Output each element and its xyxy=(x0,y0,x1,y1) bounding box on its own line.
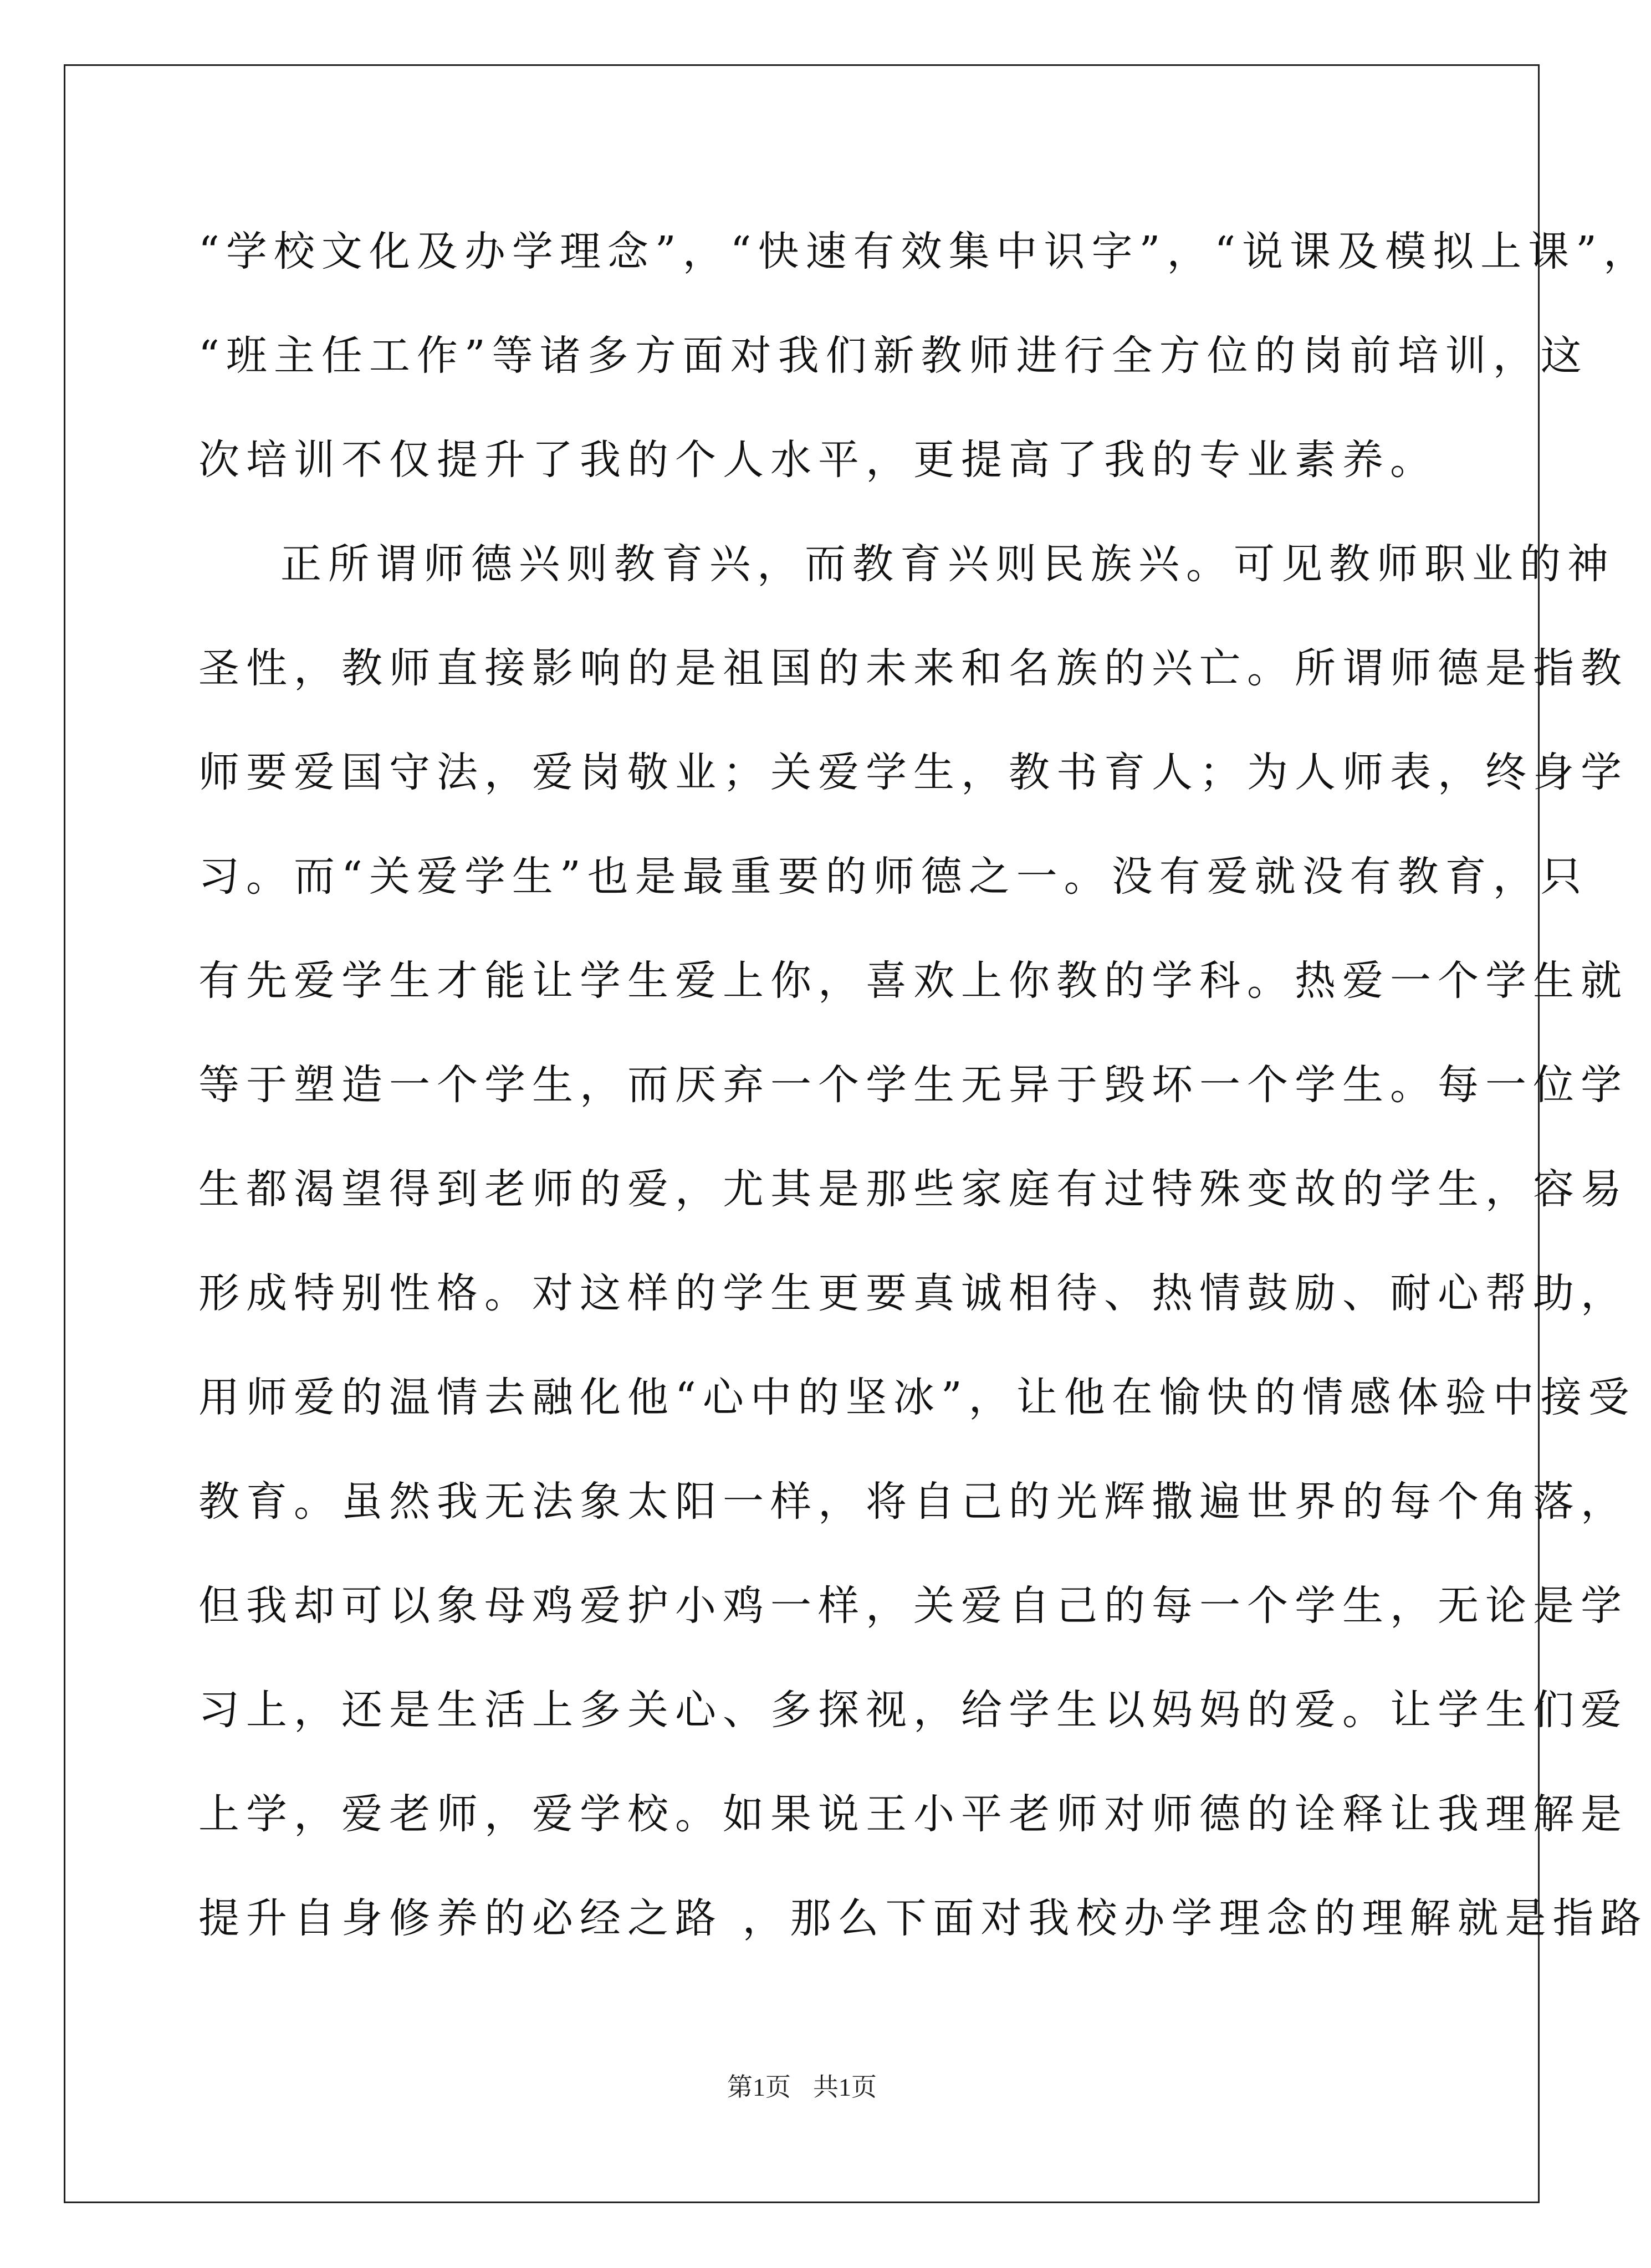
text-line: 生都渴望得到老师的爱，尤其是那些家庭有过特殊变故的学生，容易 xyxy=(198,1165,1628,1213)
page-number: 第1页 xyxy=(727,2073,791,2101)
text-line: 教育。虽然我无法象太阳一样，将自己的光辉撒遍世界的每个角落， xyxy=(198,1478,1628,1525)
text-line: 提升自身修养的必经之路 ，那么下面对我校办学理念的理解就是指路 xyxy=(198,1895,1648,1942)
text-line: 上学，爱老师，爱学校。如果说王小平老师对师德的诠释让我理解是 xyxy=(198,1790,1628,1838)
paragraph-first-line: 正所谓师德兴则教育兴，而教育兴则民族兴。可见教师职业的神 xyxy=(280,540,1615,588)
text-line: 等于塑造一个学生，而厌弃一个学生无异于毁坏一个学生。每一位学 xyxy=(198,1061,1628,1109)
text-line: 形成特别性格。对这样的学生更要真诚相待、热情鼓励、耐心帮助， xyxy=(198,1269,1628,1317)
text-line: 师要爱国守法，爱岗敬业；关爱学生，教书育人；为人师表，终身学 xyxy=(198,749,1628,796)
text-line: “班主任工作”等诸多方面对我们新教师进行全方位的岗前培训，这 xyxy=(198,332,1588,380)
text-line: 习。而“关爱学生”也是最重要的师德之一。没有爱就没有教育，只 xyxy=(198,853,1588,900)
text-line: 有先爱学生才能让学生爱上你，喜欢上你教的学科。热爱一个学生就 xyxy=(198,957,1628,1005)
text-line: 用师爱的温情去融化他“心中的坚冰”，让他在愉快的情感体验中接受 xyxy=(198,1374,1636,1421)
text-line: 习上，还是生活上多关心、多探视，给学生以妈妈的爱。让学生们爱 xyxy=(198,1686,1628,1734)
page-footer xyxy=(0,2067,1604,2103)
page-total: 共1页 xyxy=(813,2073,877,2101)
document-body xyxy=(198,199,1651,1970)
text-line: 但我却可以象母鸡爱护小鸡一样，关爱自己的每一个学生，无论是学 xyxy=(198,1582,1628,1630)
text-line: 圣性，教师直接影响的是祖国的未来和名族的兴亡。所谓师德是指教 xyxy=(198,644,1628,692)
text-line: 次培训不仅提升了我的个人水平，更提高了我的专业素养。 xyxy=(198,436,1438,484)
text-line: “学校文化及办学理念”，“快速有效集中识字”，“说课及模拟上课”， xyxy=(198,228,1651,275)
